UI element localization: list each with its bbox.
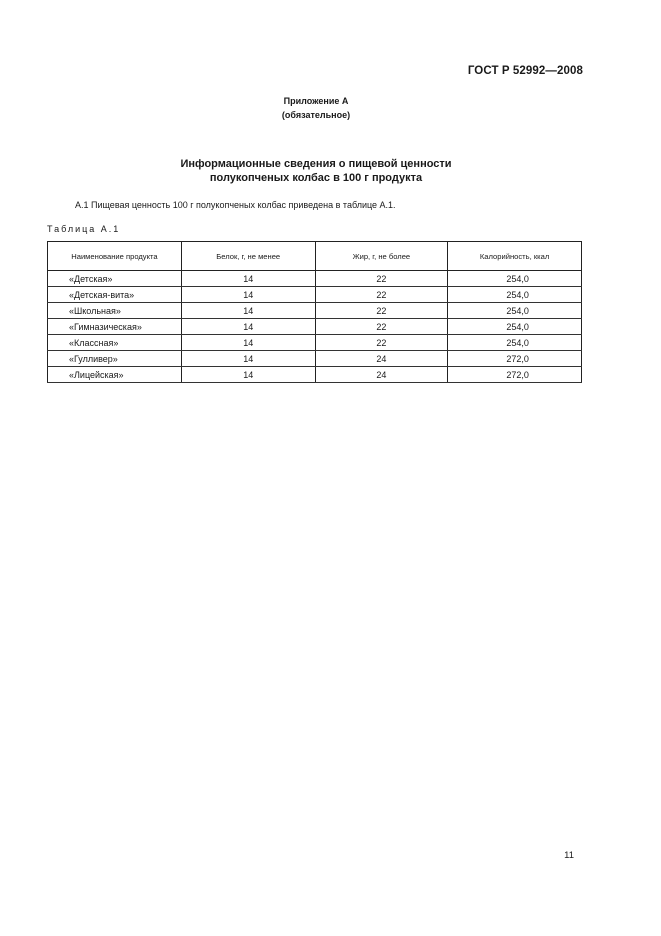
cell-product-name: «Детская-вита» xyxy=(48,287,182,303)
cell-calories: 272,0 xyxy=(448,351,582,367)
header-protein: Белок, г, не менее xyxy=(181,242,315,271)
document-code: ГОСТ Р 52992—2008 xyxy=(467,65,583,77)
table-row xyxy=(48,351,582,367)
cell-calories: 254,0 xyxy=(448,287,582,303)
cell-fat: 22 xyxy=(315,303,448,319)
cell-product-name: «Гулливер» xyxy=(48,351,182,367)
appendix-block xyxy=(0,94,632,122)
cell-fat: 22 xyxy=(315,271,448,287)
cell-protein: 14 xyxy=(181,303,315,319)
cell-product-name: «Гимназическая» xyxy=(48,319,182,335)
cell-fat: 22 xyxy=(315,287,448,303)
cell-protein: 14 xyxy=(181,271,315,287)
page-number: 11 xyxy=(564,850,574,861)
cell-calories: 272,0 xyxy=(448,367,582,383)
intro-paragraph: А.1 Пищевая ценность 100 г полукопченых колбас приведена в таблице А.1. xyxy=(75,200,396,210)
table-row xyxy=(48,335,582,351)
nutrition-table xyxy=(47,241,582,383)
cell-fat: 22 xyxy=(315,319,448,335)
table-row xyxy=(48,319,582,335)
table-row xyxy=(48,271,582,287)
cell-protein: 14 xyxy=(181,319,315,335)
appendix-status: (обязательное) xyxy=(281,110,351,120)
table-row xyxy=(48,287,582,303)
cell-protein: 14 xyxy=(181,335,315,351)
table-header-row xyxy=(48,242,582,271)
cell-product-name: «Лицейская» xyxy=(48,367,182,383)
cell-calories: 254,0 xyxy=(448,271,582,287)
heading-line-1: Информационные сведения о пищевой ценности xyxy=(180,158,452,170)
heading-line-2: полукопченых колбас в 100 г продукта xyxy=(209,172,423,184)
cell-calories: 254,0 xyxy=(448,335,582,351)
table-row xyxy=(48,303,582,319)
cell-product-name: «Классная» xyxy=(48,335,182,351)
cell-calories: 254,0 xyxy=(448,319,582,335)
cell-calories: 254,0 xyxy=(448,303,582,319)
cell-protein: 14 xyxy=(181,287,315,303)
cell-fat: 24 xyxy=(315,367,448,383)
cell-product-name: «Детская» xyxy=(48,271,182,287)
cell-protein: 14 xyxy=(181,351,315,367)
section-heading xyxy=(0,157,632,185)
cell-protein: 14 xyxy=(181,367,315,383)
appendix-title: Приложение А xyxy=(283,96,349,106)
cell-fat: 24 xyxy=(315,351,448,367)
cell-fat: 22 xyxy=(315,335,448,351)
header-fat: Жир, г, не более xyxy=(315,242,448,271)
header-calories: Калорийность, ккал xyxy=(448,242,582,271)
table-caption: Таблица А.1 xyxy=(47,224,121,234)
table-row xyxy=(48,367,582,383)
header-product-name: Наименование продукта xyxy=(48,242,182,271)
cell-product-name: «Школьная» xyxy=(48,303,182,319)
